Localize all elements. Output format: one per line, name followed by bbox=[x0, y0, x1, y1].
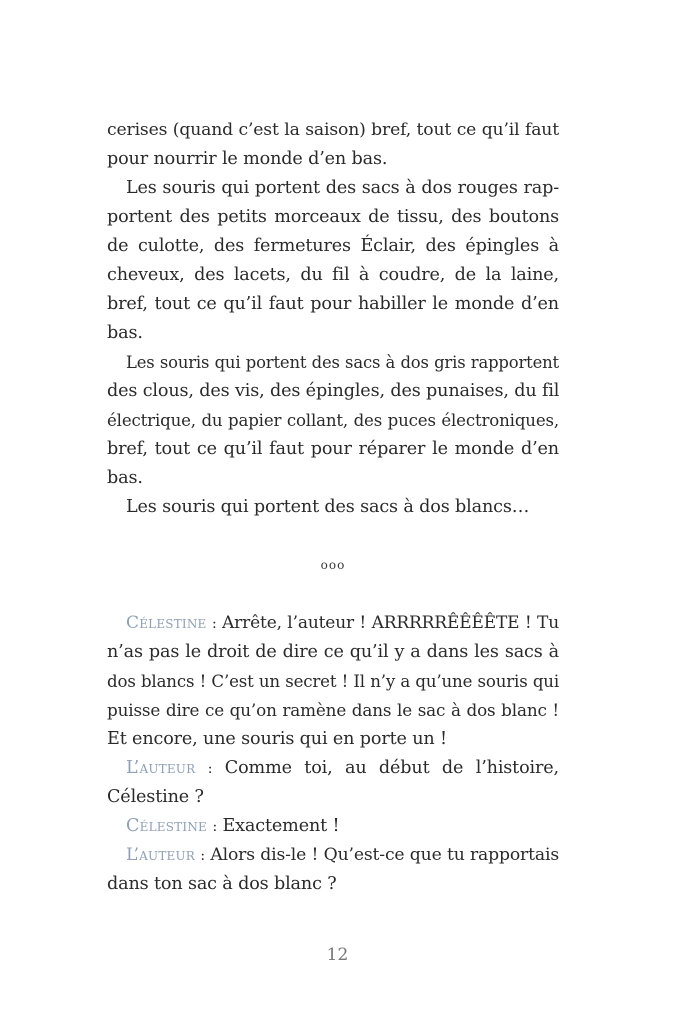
text-line: de culotte, des fermetures Éclair, des épingles à bbox=[107, 236, 559, 256]
text-line: Les souris qui portent des sacs à dos blancs… bbox=[126, 497, 530, 517]
text-line: bref, tout ce qu’il faut pour habiller le monde d’en bbox=[107, 294, 559, 314]
text-line: pour nourrir le monde d’en bas. bbox=[107, 149, 388, 169]
text-line: puisse dire ce qu’on ramène dans le sac à dos blanc ! bbox=[107, 700, 559, 720]
text-line: bas. bbox=[107, 323, 143, 343]
text-line: dos blancs ! C’est un secret ! Il n’y a qu’une souris qui bbox=[107, 672, 559, 691]
text-line: Et encore, une souris qui en porte un ! bbox=[107, 729, 447, 749]
page-number: 12 bbox=[326, 945, 349, 965]
text-line: cerises (quand c’est la saison) bref, tout ce qu’il faut bbox=[107, 120, 559, 140]
speaker-name: L’auteur bbox=[126, 758, 196, 778]
speaker-name: L’auteur bbox=[126, 845, 196, 865]
dialogue-text: Alors dis-le ! Qu’est-ce que tu rapportais bbox=[210, 845, 559, 865]
dialogue-line bbox=[107, 754, 559, 783]
text-line: électrique, du papier collant, des puces électroniques, bbox=[107, 411, 559, 430]
speaker-colon: : bbox=[207, 761, 213, 777]
speaker-name: Célestine bbox=[126, 613, 207, 633]
speaker-colon: : bbox=[211, 616, 217, 632]
text-line: portent des petits morceaux de tissu, des boutons bbox=[107, 207, 559, 227]
dialogue-text: Exactement ! bbox=[222, 816, 340, 836]
speaker-colon: : bbox=[212, 819, 218, 835]
text-line: Les souris qui portent des sacs à dos gris rapportent bbox=[126, 353, 559, 372]
text-line: n’as pas le droit de dire ce qu’il y a dans les sacs à bbox=[107, 642, 559, 662]
dialogue-line bbox=[107, 812, 559, 841]
dialogue-text: Arrête, l’auteur ! ARRRRRÊÊÊÊTE ! Tu bbox=[222, 613, 559, 633]
text-line: dans ton sac à dos blanc ? bbox=[107, 874, 337, 894]
dialogue-text: Comme toi, au début de l’histoire, bbox=[224, 758, 559, 778]
speaker-name: Célestine bbox=[126, 816, 207, 836]
text-line: des clous, des vis, des épingles, des punaises, du fil bbox=[107, 381, 560, 401]
dialogue-line bbox=[107, 609, 559, 638]
dialogue-line bbox=[107, 841, 559, 870]
text-line: bref, tout ce qu’il faut pour réparer le monde d’en bbox=[107, 439, 559, 459]
text-line: Les souris qui portent des sacs à dos rouges rap- bbox=[126, 178, 559, 198]
spacer bbox=[107, 580, 559, 609]
page-body bbox=[107, 116, 559, 899]
text-line: cheveux, des lacets, du fil à coudre, de la laine, bbox=[107, 265, 559, 285]
speaker-colon: : bbox=[200, 848, 205, 864]
text-line: bas. bbox=[107, 468, 143, 488]
section-separator: ooo bbox=[320, 558, 346, 572]
spacer bbox=[107, 522, 559, 551]
text-line: Célestine ? bbox=[107, 787, 204, 807]
